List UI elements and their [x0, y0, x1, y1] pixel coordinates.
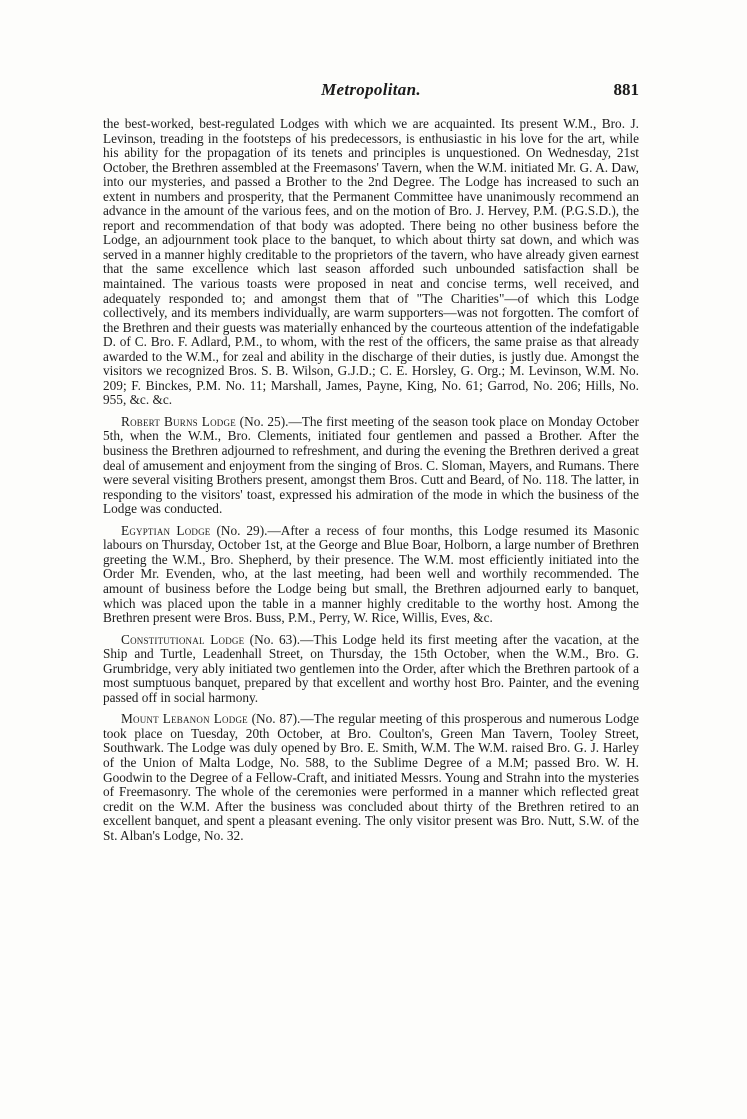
paragraph-constitutional-lodge [103, 633, 639, 706]
lodge-name: Egyptian Lodge [121, 522, 211, 538]
paragraph-text: the best-worked, best-regulated Lodges with which we are acquainted. Its present W.M., Bro. J. Levinson, treading in the footsteps of his predecessors, is enthusiastic in his love for the art, while his ability for the propagation of its tenets and principles is unquestioned. On Wednesday, 21st October, the Brethren assembled at the Freemasons' Tavern, when the W.M. initiated Mr. G. A. Daw, into our mysteries, and passed a Brother to the 2nd Degree. The Lodge has increased to such an extent in numbers and prosperity, that the Permanent Committee have unanimously recommend an advance in the amount of the various fees, and on the motion of Bro. J. Hervey, P.M. (P.G.S.D.), the report and recommendation of that body was adopted. There being no other business before the Lodge, an adjournment took place to the banquet, to which about thirty sat down, and which was served in a manner highly creditable to the proprietors of the tavern, who have already given earnest that the same excellence which last season afforded such unbounded satisfaction shall be maintained. The various toasts were proposed in neat and concise terms, well received, and adequately responded to; and amongst them that of "The Charities"—of which this Lodge collectively, and its members individually, are warm supporters—was not forgotten. The comfort of the Brethren and their guests was materially enhanced by the courteous attention of the indefatigable D. of C. Bro. F. Adlard, P.M., to whom, with the rest of the officers, the same praise as that already awarded to the W.M., for zeal and ability in the discharge of their duties, is justly due. Amongst the visitors we recognized Bros. S. B. Wilson, G.J.D.; C. E. Horsley, G. Org.; M. Levinson, W.M. No. 209; F. Binckes, P.M. No. 11; Marshall, James, Payne, King, No. 61; Garrod, No. 206; Hills, No. 955, &c. &c. [103, 116, 639, 408]
paragraph-mount-lebanon-lodge [103, 712, 639, 843]
paragraph-text: (No. 29).—After a recess of four months, this Lodge resumed its Masonic labours on Thursday, October 1st, at the George and Blue Boar, Holborn, a large number of Brethren greeting the W.M., Bro. Shepherd, by their presence. The W.M. most efficiently initiated into the Order Mr. Evenden, who, at the last meeting, had been well and worthily recommended. The amount of business before the Lodge being but small, the Brethren adjourned early to banquet, which was placed upon the table in a manner highly creditable to the worthy host. Among the Brethren present were Bros. Buss, P.M., Perry, W. Rice, Willis, Eves, &c. [103, 522, 639, 626]
page-number: 881 [613, 80, 639, 99]
lodge-name: Robert Burns Lodge [121, 413, 236, 429]
paragraph-text: (No. 63).—This Lodge held its first meeting after the vacation, at the Ship and Turtle, Leadenhall Street, on Thursday, the 15th October, when the W.M., Bro. G. Grumbridge, very ably initiated two gentlemen into the Order, after which the Brethren partook of a most sumptuous banquet, prepared by that excellent and worthy host Bro. Painter, and the evening passed off in social harmony. [103, 631, 639, 705]
paragraph-text: (No. 87).—The regular meeting of this prosperous and numerous Lodge took place on Tuesday, 20th October, at Bro. Coulton's, Green Man Tavern, Tooley Street, Southwark. The Lodge was duly opened by Bro. E. Smith, W.M. The W.M. raised Bro. G. J. Harley of the Union of Malta Lodge, No. 588, to the Sublime Degree of a M.M; passed Bro. W. H. Goodwin to the Degree of a Fellow-Craft, and initiated Messrs. Young and Strahn into the mysteries of Freemasonry. The whole of the ceremonies were performed in a manner which reflected great credit on the W.M. After the business was concluded about thirty of the Brethren retired to an excellent banquet, and spent a pleasant evening. The only visitor present was Bro. Nutt, S.W. of the St. Alban's Lodge, No. 32. [103, 711, 639, 843]
paragraph-robert-burns-lodge [103, 415, 639, 517]
lodge-name: Mount Lebanon Lodge [121, 711, 248, 727]
lodge-name: Constitutional Lodge [121, 631, 245, 647]
article-body [103, 117, 639, 843]
paragraph-text: (No. 25).—The first meeting of the season took place on Monday October 5th, when the W.M., Bro. Clements, initiated four gentlemen and passed a Brother. After the business the Brethren adjourned to refreshment, and during the evening the Brethren derived a great deal of amusement and enjoyment from the singing of Bros. C. Sloman, Mayers, and Rumans. There were several visiting Brothers present, amongst them Bros. Cutt and Beard, of No. 118. The latter, in responding to the visitors' toast, expressed his admiration of the mode in which the business of the Lodge was conducted. [103, 413, 640, 517]
running-title: Metropolitan. [321, 80, 421, 99]
paragraph-continued [103, 117, 639, 408]
page-header [103, 80, 639, 104]
paragraph-egyptian-lodge [103, 524, 639, 626]
